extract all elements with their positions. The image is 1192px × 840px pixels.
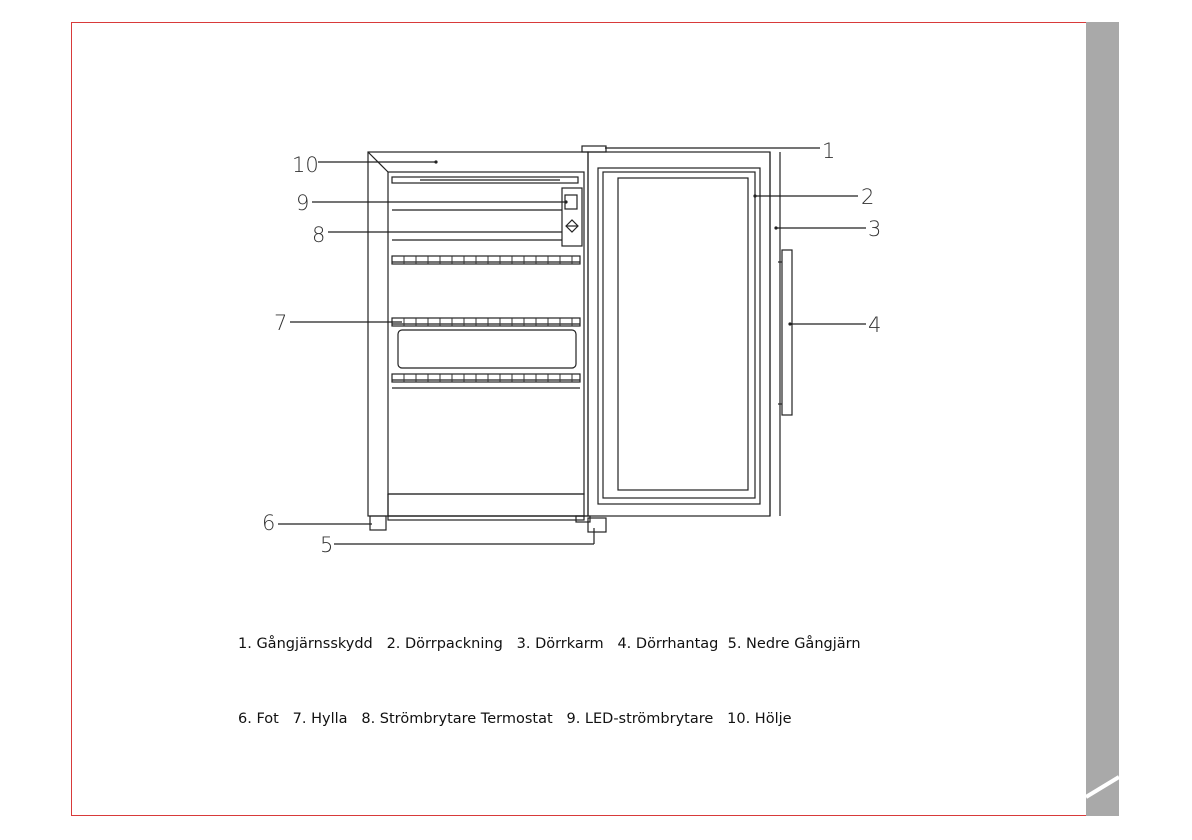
leader-lines [278,148,866,544]
door-handle [782,250,792,415]
cabinet-outer [368,152,588,516]
hinge-cover [582,146,606,152]
shelf-slats [404,256,572,382]
callout-1: 1 [822,139,836,163]
callout-7: 7 [274,311,288,335]
callout-8: 8 [312,223,326,247]
callout-6: 6 [262,511,276,535]
callout-10: 10 [292,153,319,177]
shelf-3 [392,374,580,382]
legend-line-1: 1. Gångjärnsskydd 2. Dörrpackning 3. Dörrkarm 4. Dörrhantag 5. Nedre Gångjärn [238,636,861,652]
callout-5: 5 [320,533,334,557]
callout-4: 4 [868,313,882,337]
door-glass [618,178,748,490]
shelf-1 [392,256,580,264]
legend [238,582,861,757]
callout-3: 3 [868,217,882,241]
shelf-2 [392,318,580,326]
foot-right [588,518,606,532]
door-frame [588,152,770,516]
callout-9: 9 [296,191,310,215]
callout-2: 2 [861,185,875,209]
cabinet-inner [388,172,584,494]
foot-left [370,516,386,530]
legend-line-2: 6. Fot 7. Hylla 8. Strömbrytare Termostat 9. LED-strömbrytare 10. Hölje [238,711,792,727]
door-gasket [598,168,760,504]
